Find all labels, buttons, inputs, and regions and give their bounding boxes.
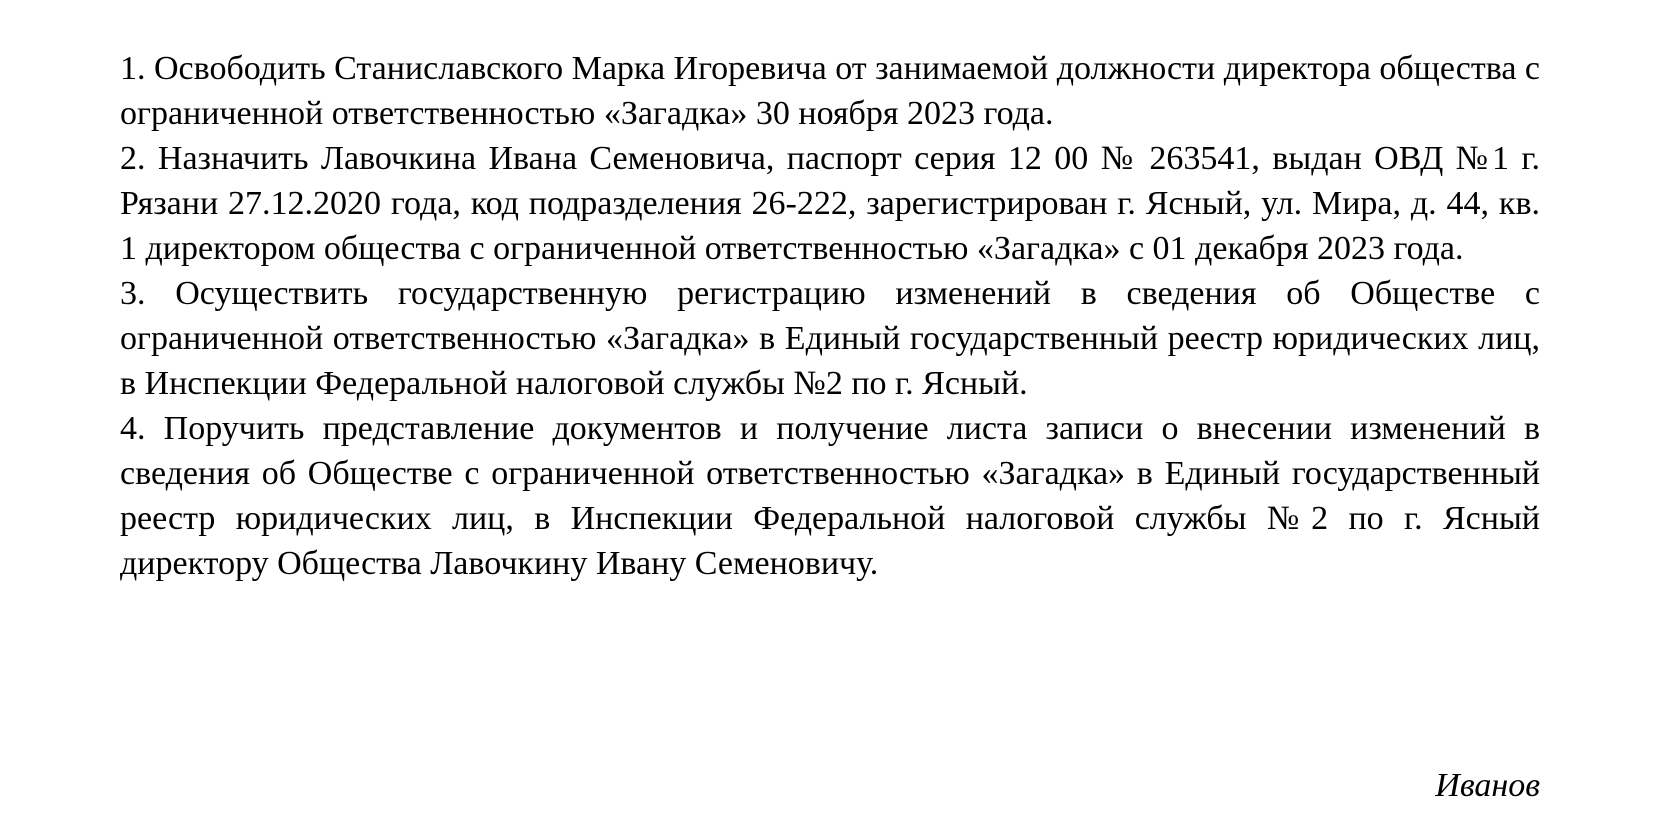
decision-item-2: 2. Назначить Лавочкина Ивана Семеновича, паспорт серия 12 00 № 263541, выдан ОВД №1 г. Рязани 27.12.2020 года, код подразделения 26-222, зарегистрирован г. Ясный, ул. Мира, д. 44, кв. 1 директором общества с ограниченной ответственностью «Загадка» с 01 декабря 2023 года. [120,140,1540,267]
document-body [120,46,1540,586]
decision-item-1: 1. Освободить Станиславского Марка Игоревича от занимаемой должности директора общества с ограниченной ответственностью «Загадка» 30 ноября 2023 года. [120,50,1541,132]
signature: Иванов [1435,767,1540,804]
decision-item-4: 4. Поручить представление документов и получение листа записи о внесении изменений в сведения об Обществе с ограниченной ответственностью «Загадка» в Единый государственный реестр юридических лиц, в Инспекции Федеральной налоговой службы №2 по г. Ясный директору Общества Лавочкину Ивану Семеновичу. [120,410,1540,582]
decision-item-3: 3. Осуществить государственную регистрацию изменений в сведения об Обществе с ограниченной ответственностью «Загадка» в Единый государственный реестр юридических лиц, в Инспекции Федеральной налоговой службы №2 по г. Ясный. [120,275,1540,402]
